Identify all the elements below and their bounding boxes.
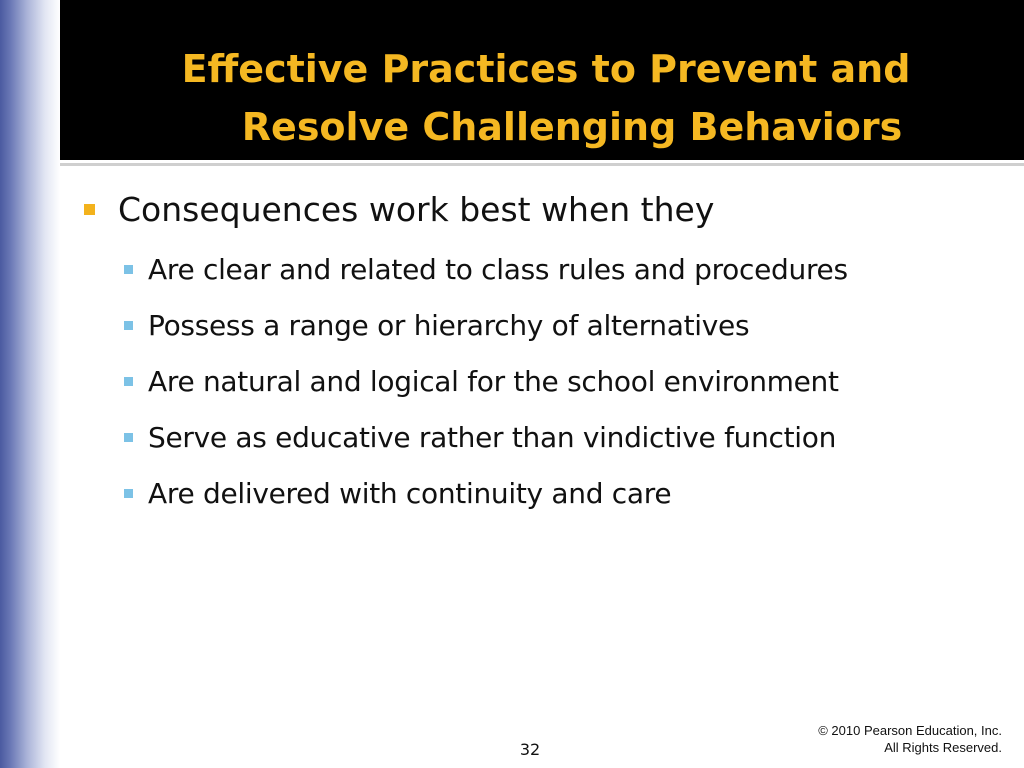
sub-bullet — [80, 410, 1010, 466]
square-bullet-icon — [124, 377, 133, 386]
main-bullet — [80, 186, 1010, 234]
sub-bullet-text: Serve as educative rather than vindictive function — [148, 421, 837, 454]
slide-title-line-2: Resolve Challenging Behaviors — [241, 105, 903, 149]
sub-bullet — [80, 466, 1010, 522]
sub-bullet-text: Are delivered with continuity and care — [148, 477, 672, 510]
copyright-notice — [818, 722, 1002, 756]
sub-bullet-text: Possess a range or hierarchy of alternatives — [148, 309, 750, 342]
slide-content — [80, 186, 1010, 522]
sub-bullet — [80, 298, 1010, 354]
page-number: 32 — [519, 740, 541, 759]
sub-bullet-text: Are natural and logical for the school environment — [148, 365, 839, 398]
copyright-line-2: All Rights Reserved. — [884, 740, 1002, 755]
square-bullet-icon — [124, 489, 133, 498]
square-bullet-icon — [124, 321, 133, 330]
title-bar — [60, 0, 1024, 160]
square-bullet-icon — [84, 204, 95, 215]
sub-bullet — [80, 354, 1010, 410]
left-decorative-band — [0, 0, 60, 768]
slide-title — [60, 40, 1024, 156]
square-bullet-icon — [124, 265, 133, 274]
title-divider — [60, 163, 1024, 166]
square-bullet-icon — [124, 433, 133, 442]
copyright-line-1: © 2010 Pearson Education, Inc. — [818, 723, 1002, 738]
sub-bullet-text: Are clear and related to class rules and procedures — [148, 253, 848, 286]
sub-bullet — [80, 242, 1010, 298]
main-bullet-text: Consequences work best when they — [118, 190, 715, 229]
slide-title-line-1: Effective Practices to Prevent and — [181, 47, 911, 91]
